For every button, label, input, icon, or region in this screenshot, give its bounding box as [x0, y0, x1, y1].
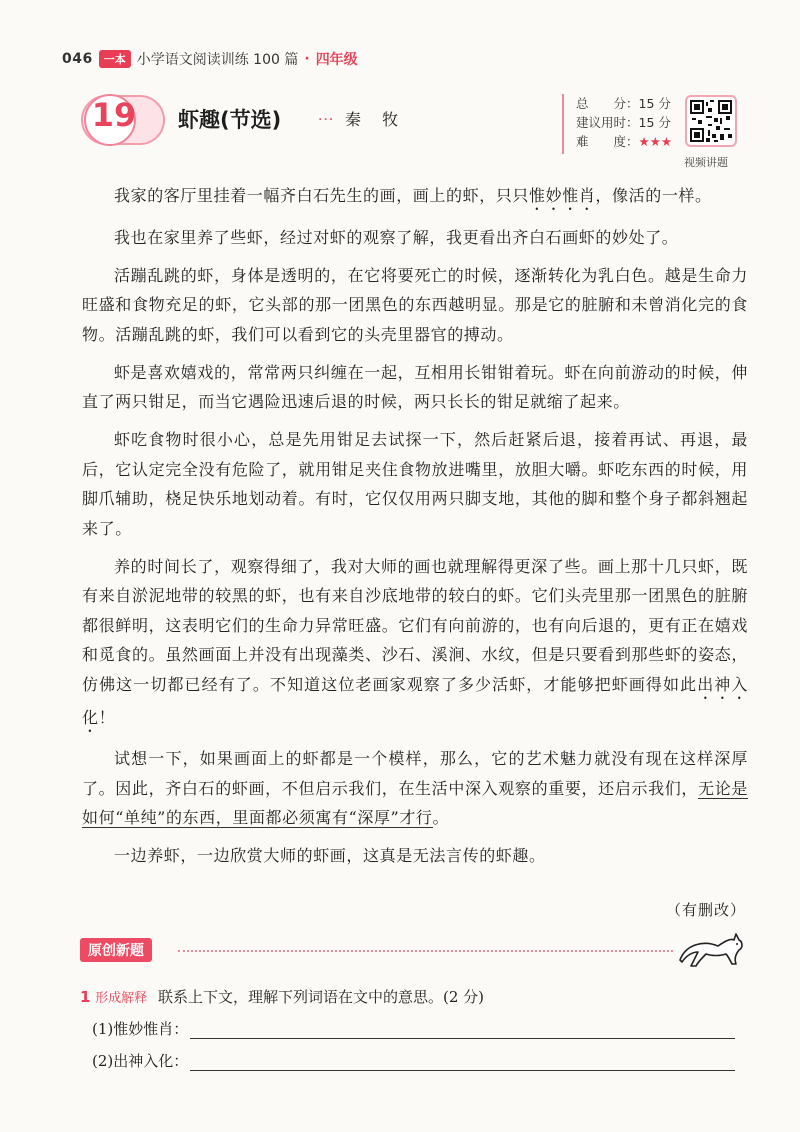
score-box: [562, 94, 680, 156]
paragraph-7: [82, 744, 748, 833]
question-tag: 形成解释: [95, 991, 148, 1006]
cat-icon: [676, 930, 746, 974]
question-1: [80, 986, 484, 1007]
brand-badge: 一本: [99, 50, 131, 68]
time-label: 建议用时：: [576, 115, 639, 130]
article-body: [82, 181, 748, 879]
answer-label-2: (2)出神入化：: [92, 1052, 189, 1070]
score-bracket: [562, 94, 574, 154]
paragraph-1-end: ，像活的一样。: [595, 186, 712, 205]
paragraph-7-text: 试想一下，如果画面上的虾都是一个模样，那么，它的艺术魅力就没有现在这样深厚了。因此，齐白石的虾画，不但启示我们，在生活中深入观察的重要，还启示我们，: [82, 749, 748, 798]
section-divider: [178, 950, 673, 952]
total-score-label: 总 分：: [576, 96, 639, 111]
time-row: [576, 113, 680, 132]
question-number: 1: [80, 988, 91, 1006]
paragraph-2: 我也在家里养了些虾，经过对虾的观察了解，我更看出齐白石画虾的妙处了。: [114, 227, 679, 247]
paragraph-1-text: 我家的客厅里挂着一幅齐白石先生的画，画上的虾，只只: [114, 186, 530, 205]
page-header: [62, 48, 358, 70]
paragraph-5: 虾吃食物时很小心，总是先用钳足去试探一下，然后赶紧后退，接着再试、再退，最后，它认定完全没有危险了，就用钳足夹住食物放进嘴里，放胆大嚼。虾吃东西的时候，用脚爪辅助，桡足快乐地划动着。有时，它仅仅用两只脚支地，其他的脚和整个身子都斜翘起来了。: [82, 430, 748, 538]
underlined-sentence: 无论是如何“单纯”的东西，里面都必须寓有“深厚”才行: [82, 778, 748, 827]
difficulty-label: 难 度：: [576, 134, 639, 149]
section-label: 原创新题: [80, 938, 152, 962]
answer-row-2: [92, 1050, 735, 1071]
grade-label: 四年级: [315, 52, 358, 68]
title-dots: ···: [318, 112, 335, 128]
answer-line-2[interactable]: [190, 1054, 735, 1071]
time-value: 15 分: [638, 115, 671, 130]
series-title: 小学语文阅读训练 100 篇: [136, 52, 299, 68]
total-score-row: [576, 94, 680, 113]
author-name: 秦 牧: [345, 110, 407, 129]
lesson-number: 19: [91, 96, 137, 134]
paragraph-3: 活蹦乱跳的虾，身体是透明的，在它将要死亡的时候，逐渐转化为乳白色。越是生命力旺盛和食物充足的虾，它头部的那一团黑色的东西越明显。那是它的脏腑和未曾消化完的食物。活蹦乱跳的虾，我们可以看到它的头壳里器官的搏动。: [82, 265, 748, 344]
emphasis-weimiaoweixiao: 惟妙惟肖: [529, 186, 596, 205]
separator: ·: [304, 51, 310, 67]
page-number: 046: [62, 51, 93, 67]
paragraph-7-end: 。: [432, 808, 450, 827]
paragraph-4: 虾是喜欢嬉戏的，常常两只纠缠在一起，互相用长钳钳着玩。虾在向前游动的时候，伸直了两只钳足，而当它遇险迅速后退的时候，两只长长的钳足就缩了起来。: [82, 362, 748, 411]
lesson-badge: [78, 92, 166, 148]
paragraph-6: [82, 552, 748, 736]
section-banner: [80, 939, 152, 961]
paragraph-1: [82, 181, 748, 214]
paragraph-6-end: ！: [98, 707, 116, 727]
paragraph-8: 一边养虾，一边欣赏大师的虾画，这真是无法言传的虾趣。: [114, 846, 546, 865]
difficulty-row: [576, 132, 680, 151]
total-score-value: 15 分: [638, 96, 671, 111]
paragraph-6-text: 养的时间长了，观察得细了，我对大师的画也就理解得更深了些。画上那十几只虾，既有来自淤泥地带的较黑的虾，也有来自沙底地带的较白的虾。它们头壳里那一团黑色的脏腑都很鲜明，这表明它们的生命力异常旺盛。它们有向前游的，也有向后退的，更有正在嬉戏和觅食的。虽然画面上并没有出现藻类、沙石、溪涧、水纹，但是只要看到那些虾的姿态，仿佛这一切都已经有了。不知道这位老画家观察了多少活虾，才能够把虾画得如此: [82, 556, 748, 694]
answer-label-1: (1)惟妙惟肖：: [92, 1020, 189, 1038]
answer-row-1: [92, 1018, 735, 1039]
answer-line-1[interactable]: [190, 1022, 735, 1039]
question-prompt: 联系上下文，理解下列词语在文中的意思。(2 分): [158, 988, 485, 1006]
lesson-title: 虾趣(节选): [178, 108, 282, 132]
source-note: （有删改）: [665, 901, 746, 919]
qr-code-icon[interactable]: [685, 95, 737, 147]
qr-label: 视频讲题: [684, 156, 728, 169]
emphasis-chushenruhua: 出神入化: [82, 674, 748, 727]
difficulty-stars: ★★★: [638, 134, 673, 149]
